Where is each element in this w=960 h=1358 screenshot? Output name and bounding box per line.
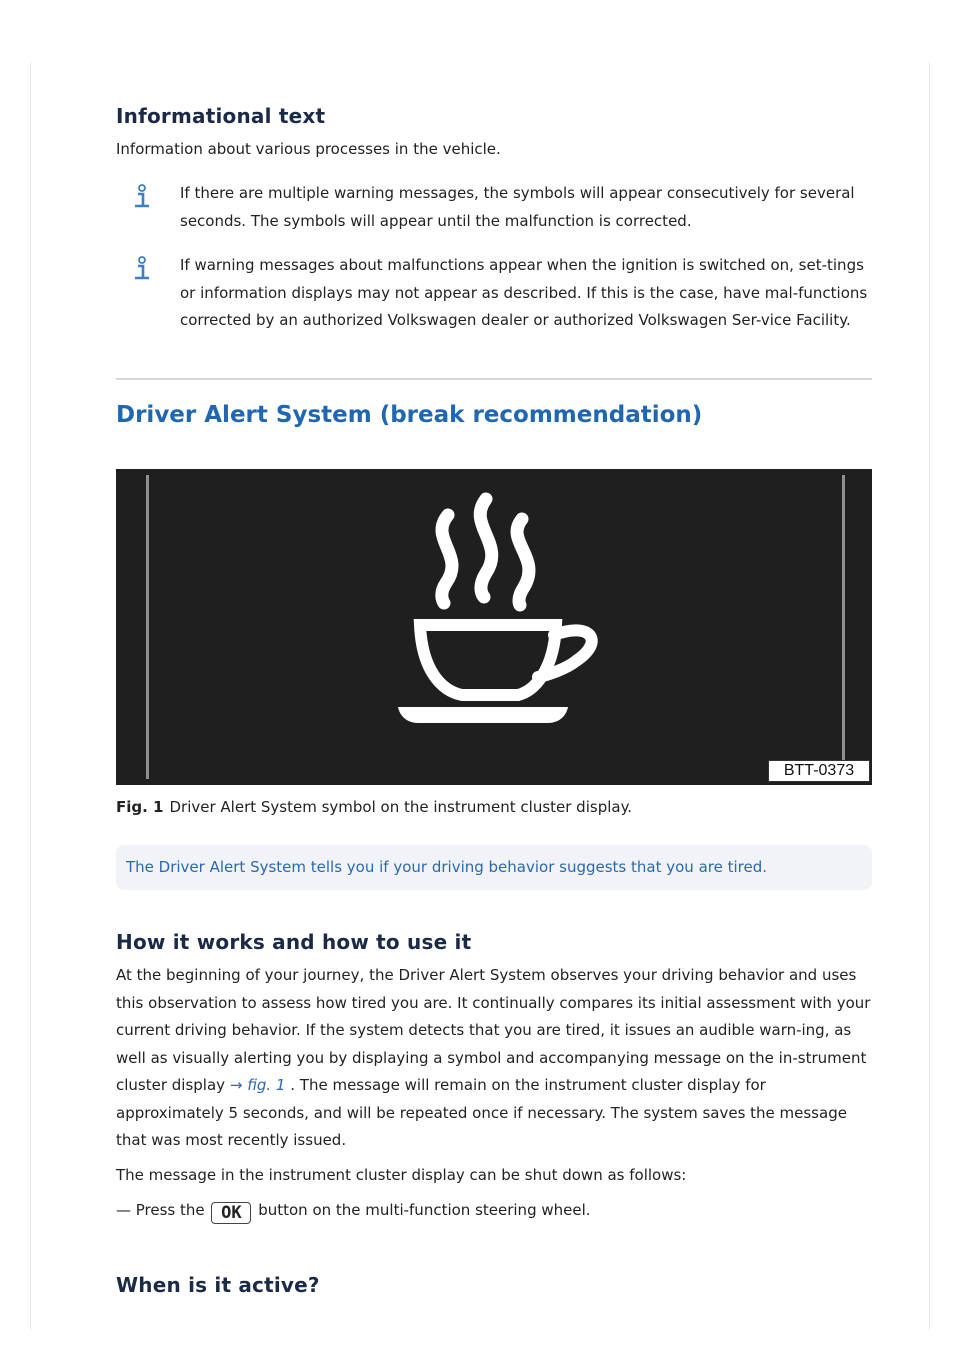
display-frame-left <box>146 475 149 779</box>
note-text: If warning messages about malfunctions appear when the ignition is switched on, set-tings or information displays may not appear as described. If this is the case, have mal-functions corrected by an authorized Volkswagen dealer or authorized Volkswagen Ser-vice Facility. <box>180 256 868 329</box>
page-border-left <box>30 62 31 1330</box>
figure-caption-text: Driver Alert System symbol on the instrument cluster display. <box>169 798 633 816</box>
intro-callout: The Driver Alert System tells you if your driving behavior suggests that you are tired. <box>116 845 872 890</box>
page-border-right <box>929 62 930 1330</box>
arrow-icon: → <box>229 1076 243 1094</box>
figure-reference-link[interactable]: fig. 1 <box>247 1076 286 1094</box>
page-title: Driver Alert System (break recommendation) <box>116 402 703 428</box>
shutdown-paragraph: The message in the instrument cluster display can be shut down as follows: <box>116 1166 687 1184</box>
section-heading-informational-text: Informational text <box>116 104 326 128</box>
figure-image <box>116 469 872 785</box>
paragraph-text: . The message will remain on the instrument cluster display for approximately 5 seconds, and will be repeated once if necessary. The system saves the message that was most recently issued. <box>116 1076 847 1149</box>
info-icon <box>132 184 152 210</box>
informational-intro: Information about various processes in the vehicle. <box>116 140 501 158</box>
step-suffix: button on the multi-function steering wheel. <box>258 1201 591 1219</box>
info-note <box>116 180 872 235</box>
figure-label: Fig. 1 <box>116 798 164 816</box>
note-text: If there are multiple warning messages, the symbols will appear consecutively for several seconds. The symbols will appear until the malfunction is corrected. <box>180 184 855 230</box>
section-heading-when-active: When is it active? <box>116 1273 320 1297</box>
step-prefix: — Press the <box>116 1201 205 1219</box>
display-frame-right <box>842 475 845 779</box>
paragraph-text: At the beginning of your journey, the Driver Alert System observes your driving behavior and uses this observation to assess how tired you are. It continually compares its initial assessment with your current driving behavior. If the system detects that you are tired, it issues an audible warn-ing, as well as visually alerting you by displaying a symbol and accompanying message on the in-strument cluster display <box>116 966 871 1094</box>
how-it-works-paragraph <box>116 962 872 1155</box>
figure-code: BTT-0373 <box>768 760 870 782</box>
section-divider <box>116 378 872 380</box>
coffee-cup-icon <box>398 491 598 731</box>
shutdown-step <box>116 1197 872 1225</box>
info-icon <box>132 256 152 282</box>
ok-button-icon: OK <box>211 1202 251 1224</box>
figure-caption <box>116 798 632 816</box>
info-note <box>116 252 872 335</box>
section-heading-how-it-works: How it works and how to use it <box>116 930 472 954</box>
